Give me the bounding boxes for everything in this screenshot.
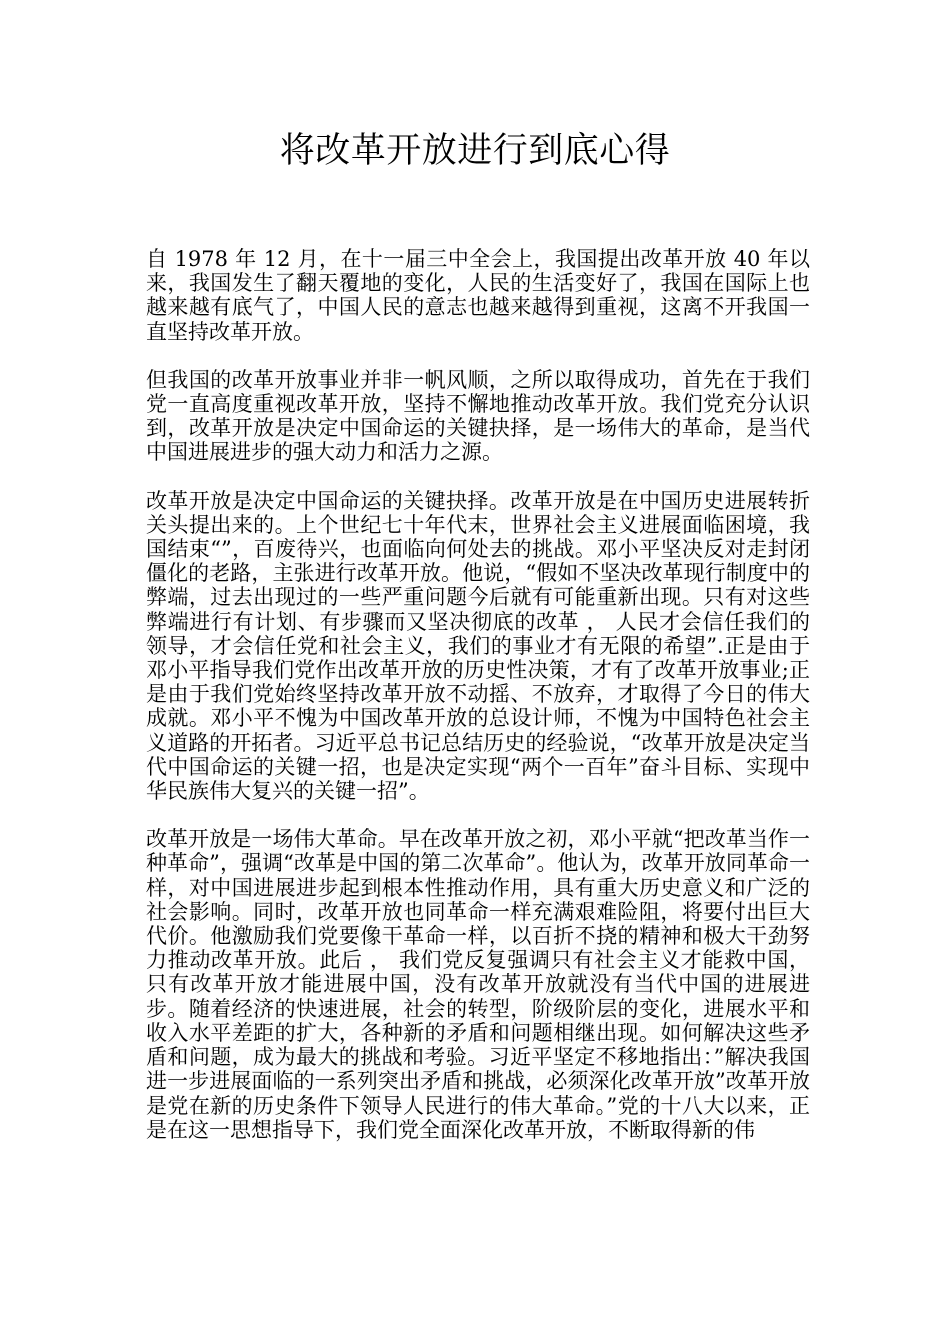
paragraph-2: 但我国的改革开放事业并非一帆风顺，之所以取得成功，首先在于我们党一直高度重视改革开放，坚持不懈地推动改革开放。我们党充分认识到，改革开放是决定中国命运的关键抉择，是一场伟大的革命，是当代中国进展进步的强大动力和活力之源。 — [146, 367, 810, 465]
paragraph-4: 改革开放是一场伟大革命。早在改革开放之初，邓小平就“把改革当作一种革命”，强调“改革是中国的第二次革命”。他认为，改革开放同革命一样，对中国进展进步起到根本性推动作用，具有重大历史意义和广泛的社会影响。同时，改革开放也同革命一样充满艰难险阻，将要付出巨大代价。他激励我们党要像干革命一样，以百折不挠的精神和极大干劲努力推动改革开放。此后 ， 我们党反复强调只有社会主义才能救中国，只有改革开放才能进展中国，没有改革开放就没有当代中国的进展进步。随着经济的快速进展，社会的转型，阶级阶层的变化，进展水平和收入水平差距的扩大，各种新的矛盾和问题相继出现。如何解决这些矛盾和问题，成为最大的挑战和考验。习近平坚定不移地指出：”解决我国进一步进展面临的一系列突出矛盾和挑战，必须深化改革开放”改革开放是党在新的历史条件下领导人民进行的伟大革命。”党的十八大以来，正是在这一思想指导下，我们党全面深化改革开放，不断取得新的伟 — [146, 827, 810, 1142]
paragraph-1: 自 1978 年 12 月，在十一届三中全会上，我国提出改革开放 40 年以来，我国发生了翻天覆地的变化，人民的生活变好了，我国在国际上也越来越有底气了，中国人民的意志也越来越得到重视，这离不开我国一直坚持改革开放。 — [146, 247, 810, 344]
document-body — [146, 247, 810, 1166]
paragraph-3: 改革开放是决定中国命运的关键抉择。改革开放是在中国历史进展转折关头提出来的。上个世纪七十年代末，世界社会主义进展面临困境，我国结束“”，百废待兴，也面临向何处去的挑战。邓小平坚决反对走封闭僵化的老路，主张进行改革开放。他说，“假如不坚决改革现行制度中的弊端，过去出现过的一些严重问题今后就有可能重新出现。只有对这些弊端进行有计划、有步骤而又坚决彻底的改革 ， 人民才会信任我们的领导，才会信任党和社会主义，我们的事业才有无限的希望”.正是由于邓小平指导我们党作出改革开放的历史性决策，才有了改革开放事业;正是由于我们党始终坚持改革开放不动摇、不放弃，才取得了今日的伟大成就。邓小平不愧为中国改革开放的总设计师，不愧为中国特色社会主义道路的开拓者。习近平总书记总结历史的经验说，“改革开放是决定当代中国命运的关键一招，也是决定实现“两个一百年”奋斗目标、实现中华民族伟大复兴的关键一招”。 — [146, 488, 810, 804]
document-title: 将改革开放进行到底心得 — [279, 131, 671, 171]
